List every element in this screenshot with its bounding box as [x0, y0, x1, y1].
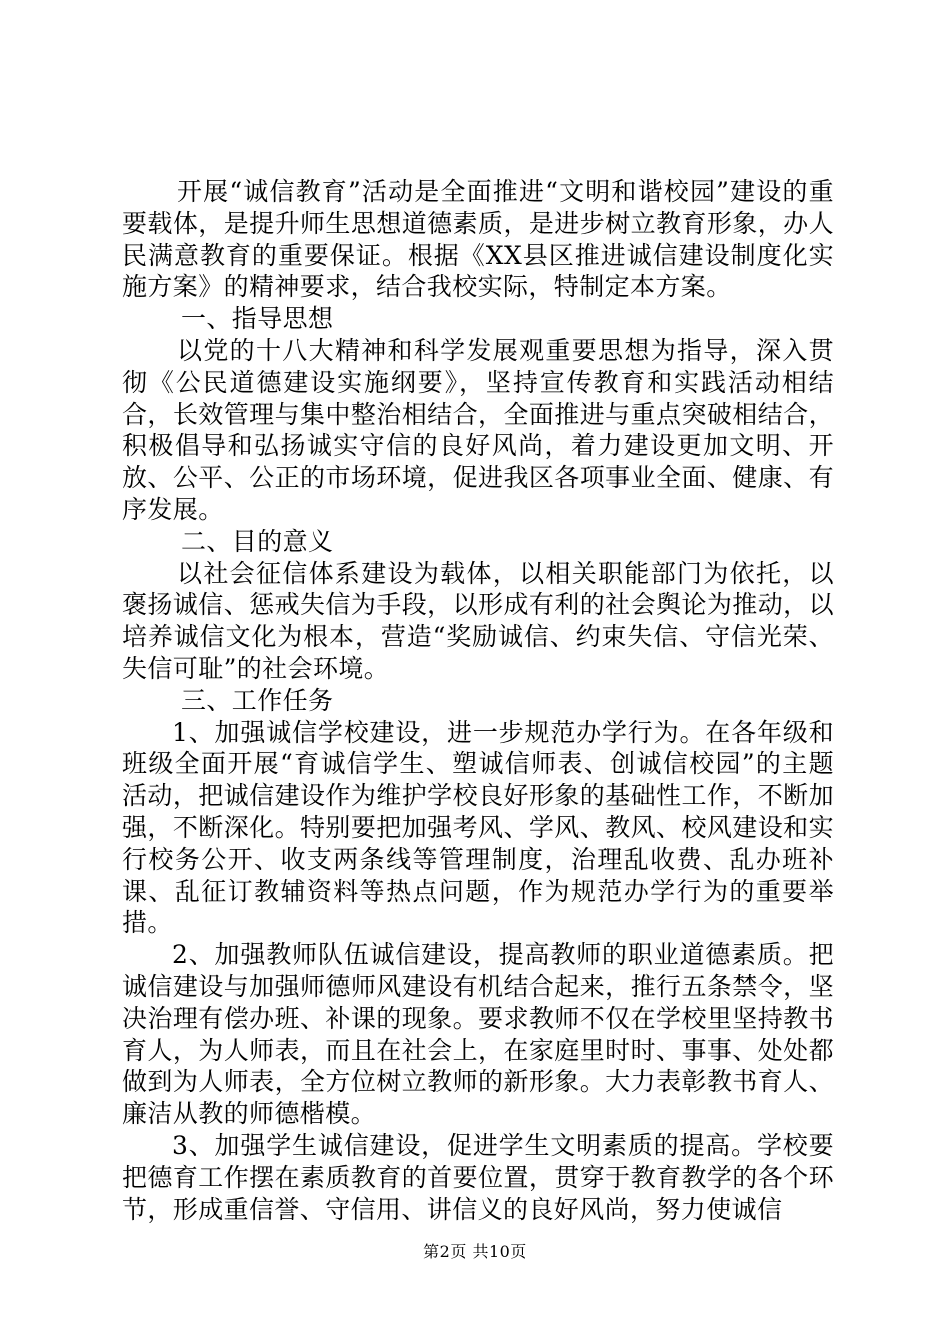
paragraph-purpose-significance: 以社会征信体系建设为载体，以相关职能部门为依托，以褒扬诚信、惩戒失信为手段，以形成有利的社会舆论为推动，以培养诚信文化为根本，营造“奖励诚信、约束失信、守信光荣、失信可耻”的社会环境。: [122, 558, 834, 683]
heading-purpose-significance: 二、目的意义: [181, 526, 334, 556]
page-number-footer: 第2页 共10页: [423, 1242, 527, 1261]
paragraph-intro: 开展“诚信教育”活动是全面推进“文明和谐校园”建设的重要载体，是提升师生思想道德素质，是进步树立教育形象，办人民满意教育的重要保证。根据《XX县区推进诚信建设制度化实施方案》的精神要求，结合我校实际，特制定本方案。: [122, 177, 834, 302]
paragraph-task-3: 3、加强学生诚信建设，促进学生文明素质的提高。学校要把德育工作摆在素质教育的首要位置，贯穿于教育教学的各个环节，形成重信誉、守信用、讲信义的良好风尚，努力使诚信: [122, 1130, 834, 1224]
document-body: [122, 176, 834, 1225]
paragraph-task-2: 2、加强教师队伍诚信建设，提高教师的职业道德素质。把诚信建设与加强师德师风建设有机结合起来，推行五条禁令，坚决治理有偿办班、补课的现象。要求教师不仅在学校里坚持教书育人，为人师表，而且在社会上，在家庭里时时、事事、处处都做到为人师表，全方位树立教师的新形象。大力表彰教书育人、廉洁从教的师德楷模。: [122, 940, 834, 1129]
heading-guiding-ideology: 一、指导思想: [181, 304, 334, 334]
heading-work-tasks: 三、工作任务: [181, 685, 334, 715]
paragraph-guiding-ideology: 以党的十八大精神和科学发展观重要思想为指导，深入贯彻《公民道德建设实施纲要》，坚持宣传教育和实践活动相结合，长效管理与集中整治相结合，全面推进与重点突破相结合，积极倡导和弘扬诚实守信的良好风尚，着力建设更加文明、开放、公平、公正的市场环境，促进我区各项事业全面、健康、有序发展。: [122, 335, 834, 524]
paragraph-task-1: 1、加强诚信学校建设，进一步规范办学行为。在各年级和班级全面开展“育诚信学生、塑诚信师表、创诚信校园”的主题活动，把诚信建设作为维护学校良好形象的基础性工作，不断加强，不断深化。特别要把加强考风、学风、教风、校风建设和实行校务公开、收支两条线等管理制度，治理乱收费、乱办班补课、乱征订教辅资料等热点问题，作为规范办学行为的重要举措。: [122, 717, 834, 938]
